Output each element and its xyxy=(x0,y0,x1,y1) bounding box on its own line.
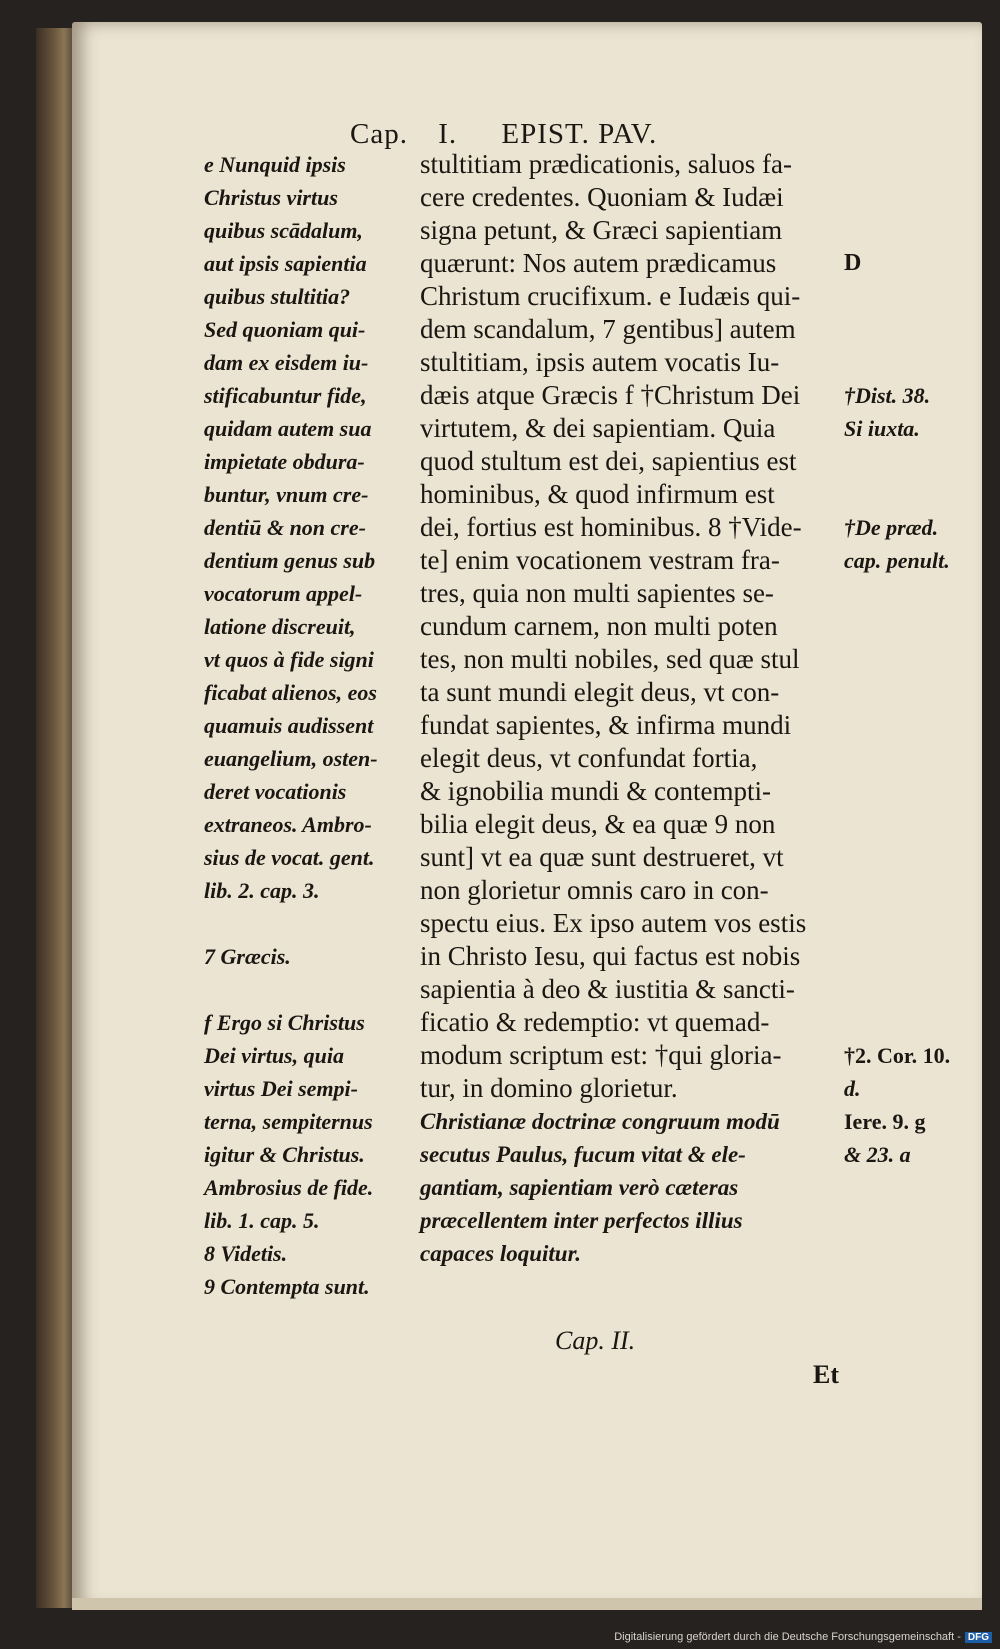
book-gutter xyxy=(36,28,76,1608)
text-line: bilia elegit deus, & ea quæ 9 non xyxy=(420,809,776,839)
ref-cor: †2. Cor. 10. xyxy=(844,1043,951,1068)
text-line: ta sunt mundi elegit deus, vt con- xyxy=(420,677,780,707)
ref-de-praed: †De præd. xyxy=(844,515,939,540)
ref-dist: †Dist. 38. xyxy=(844,383,931,408)
margin-note-line: euangelium, osten- xyxy=(204,746,378,771)
text-line: stultitiam, ipsis autem vocatis Iu- xyxy=(420,347,780,377)
footer-credit xyxy=(614,1631,992,1643)
margin-note-line: quibus stultitia? xyxy=(204,284,351,309)
margin-note-line: terna, sempiternus xyxy=(204,1109,373,1134)
margin-note-line: lib. 1. cap. 5. xyxy=(204,1208,320,1233)
text-line: dem scandalum, 7 gentibus] autem xyxy=(420,314,796,344)
text-line: sapientia à deo & iustitia & sancti- xyxy=(420,974,795,1004)
margin-note-line: sius de vocat. gent. xyxy=(204,845,375,870)
margin-note-line: Ambrosius de fide. xyxy=(204,1175,374,1200)
text-line: dei, fortius est hominibus. 8 †Vide- xyxy=(420,512,802,542)
text-line: tres, quia non multi sapientes se- xyxy=(420,578,774,608)
dfg-logo: DFG xyxy=(965,1632,992,1643)
margin-note-line: quamuis audissent xyxy=(204,713,374,738)
text-line: cundum carnem, non multi poten xyxy=(420,611,778,641)
summary-line: præcellentem inter perfectos illius xyxy=(420,1208,743,1233)
ref-si-iuxta: Si iuxta. xyxy=(844,416,920,441)
text-line: stultitiam prædicationis, saluos fa- xyxy=(420,149,792,179)
text-line: dæis atque Græcis f †Christum Dei xyxy=(420,380,801,410)
catchword: Et xyxy=(813,1360,839,1389)
ref-cap-penult: cap. penult. xyxy=(844,548,950,573)
text-line: in Christo Iesu, qui factus est nobis xyxy=(420,941,801,971)
text-line: virtutem, & dei sapientiam. Quia xyxy=(420,413,776,443)
margin-note-line: ficabat alienos, eos xyxy=(204,680,377,705)
margin-note-line: virtus Dei sempi- xyxy=(204,1076,358,1101)
running-head-number: I. xyxy=(438,118,458,150)
text-line: ficatio & redemptio: vt quemad- xyxy=(420,1007,770,1037)
margin-note-line: dam ex eisdem iu- xyxy=(204,350,369,375)
margin-note-line: aut ipsis sapientia xyxy=(204,251,367,276)
margin-note-line: deret vocationis xyxy=(204,779,347,804)
text-line: hominibus, & quod infirmum est xyxy=(420,479,775,509)
text-line: quærunt: Nos autem prædicamus xyxy=(420,248,777,278)
ref-iere-23: & 23. a xyxy=(844,1142,911,1167)
margin-note-line: dentium genus sub xyxy=(204,548,376,573)
margin-note-line: 8 Videtis. xyxy=(204,1241,288,1266)
text-line: non glorietur omnis caro in con- xyxy=(420,875,769,905)
summary-line: secutus Paulus, fucum vitat & ele- xyxy=(420,1142,746,1167)
text-line: elegit deus, vt confundat fortia, xyxy=(420,743,758,773)
page-edge xyxy=(72,1598,982,1610)
margin-note-line: Christus virtus xyxy=(204,185,338,210)
text-line: tes, non multi nobiles, sed quæ stul xyxy=(420,644,800,674)
chapter-label: Cap. II. xyxy=(555,1326,636,1355)
text-line: spectu eius. Ex ipso autem vos estis xyxy=(420,908,807,938)
margin-note-line: f Ergo si Christus xyxy=(204,1010,365,1035)
text-line: modum scriptum est: †qui gloria- xyxy=(420,1040,782,1070)
text-line: fundat sapientes, & infirma mundi xyxy=(420,710,792,740)
margin-note-line: Sed quoniam qui- xyxy=(204,317,366,342)
margin-note-line: lib. 2. cap. 3. xyxy=(204,878,320,903)
margin-note-line: vt quos à fide signi xyxy=(204,647,374,672)
margin-note-line: Dei virtus, quia xyxy=(204,1043,344,1068)
text-line: sunt] vt ea quæ sunt destrueret, vt xyxy=(420,842,784,872)
footer-credit-text: Digitalisierung gefördert durch die Deutsche Forschungsgemeinschaft - xyxy=(614,1631,961,1643)
margin-note-line: quidam autem sua xyxy=(204,416,372,441)
text-line: signa petunt, & Græci sapientiam xyxy=(420,215,783,245)
margin-note-line: vocatorum appel- xyxy=(204,581,363,606)
margin-note-line: stificabuntur fide, xyxy=(204,383,367,408)
margin-note-line: 9 Contempta sunt. xyxy=(204,1274,370,1299)
text-line: cere credentes. Quoniam & Iudæi xyxy=(420,182,784,212)
margin-note-line: 7 Græcis. xyxy=(204,944,291,969)
margin-note-line: extraneos. Ambro- xyxy=(204,812,372,837)
summary-line: capaces loquitur. xyxy=(420,1241,582,1266)
margin-note-line: latione discreuit, xyxy=(204,614,356,639)
margin-letter-d: D xyxy=(844,250,862,276)
text-line: te] enim vocationem vestram fra- xyxy=(420,545,780,575)
running-head-title: EPIST. PAV. xyxy=(501,118,658,150)
margin-note-line: impietate obdura- xyxy=(204,449,365,474)
margin-note-line: buntur, vnum cre- xyxy=(204,482,369,507)
margin-note-line: igitur & Christus. xyxy=(204,1142,365,1167)
margin-note-line: dentiū & non cre- xyxy=(204,515,366,540)
summary-line: Christianæ doctrinæ congruum modū xyxy=(420,1109,780,1134)
text-line: Christum crucifixum. e Iudæis qui- xyxy=(420,281,801,311)
text-line: quod stultum est dei, sapientius est xyxy=(420,446,797,476)
text-line: tur, in domino glorietur. xyxy=(420,1073,678,1103)
running-head xyxy=(350,118,657,151)
ref-iere: Iere. 9. g xyxy=(844,1109,926,1134)
text-line: & ignobilia mundi & contempti- xyxy=(420,776,771,806)
margin-note-line: e Nunquid ipsis xyxy=(204,152,346,177)
margin-note-line: quibus scādalum, xyxy=(204,218,363,243)
summary-line: gantiam, sapientiam verò cæteras xyxy=(420,1175,739,1200)
ref-cor-d: d. xyxy=(844,1076,861,1101)
running-head-cap: Cap. xyxy=(350,118,408,150)
